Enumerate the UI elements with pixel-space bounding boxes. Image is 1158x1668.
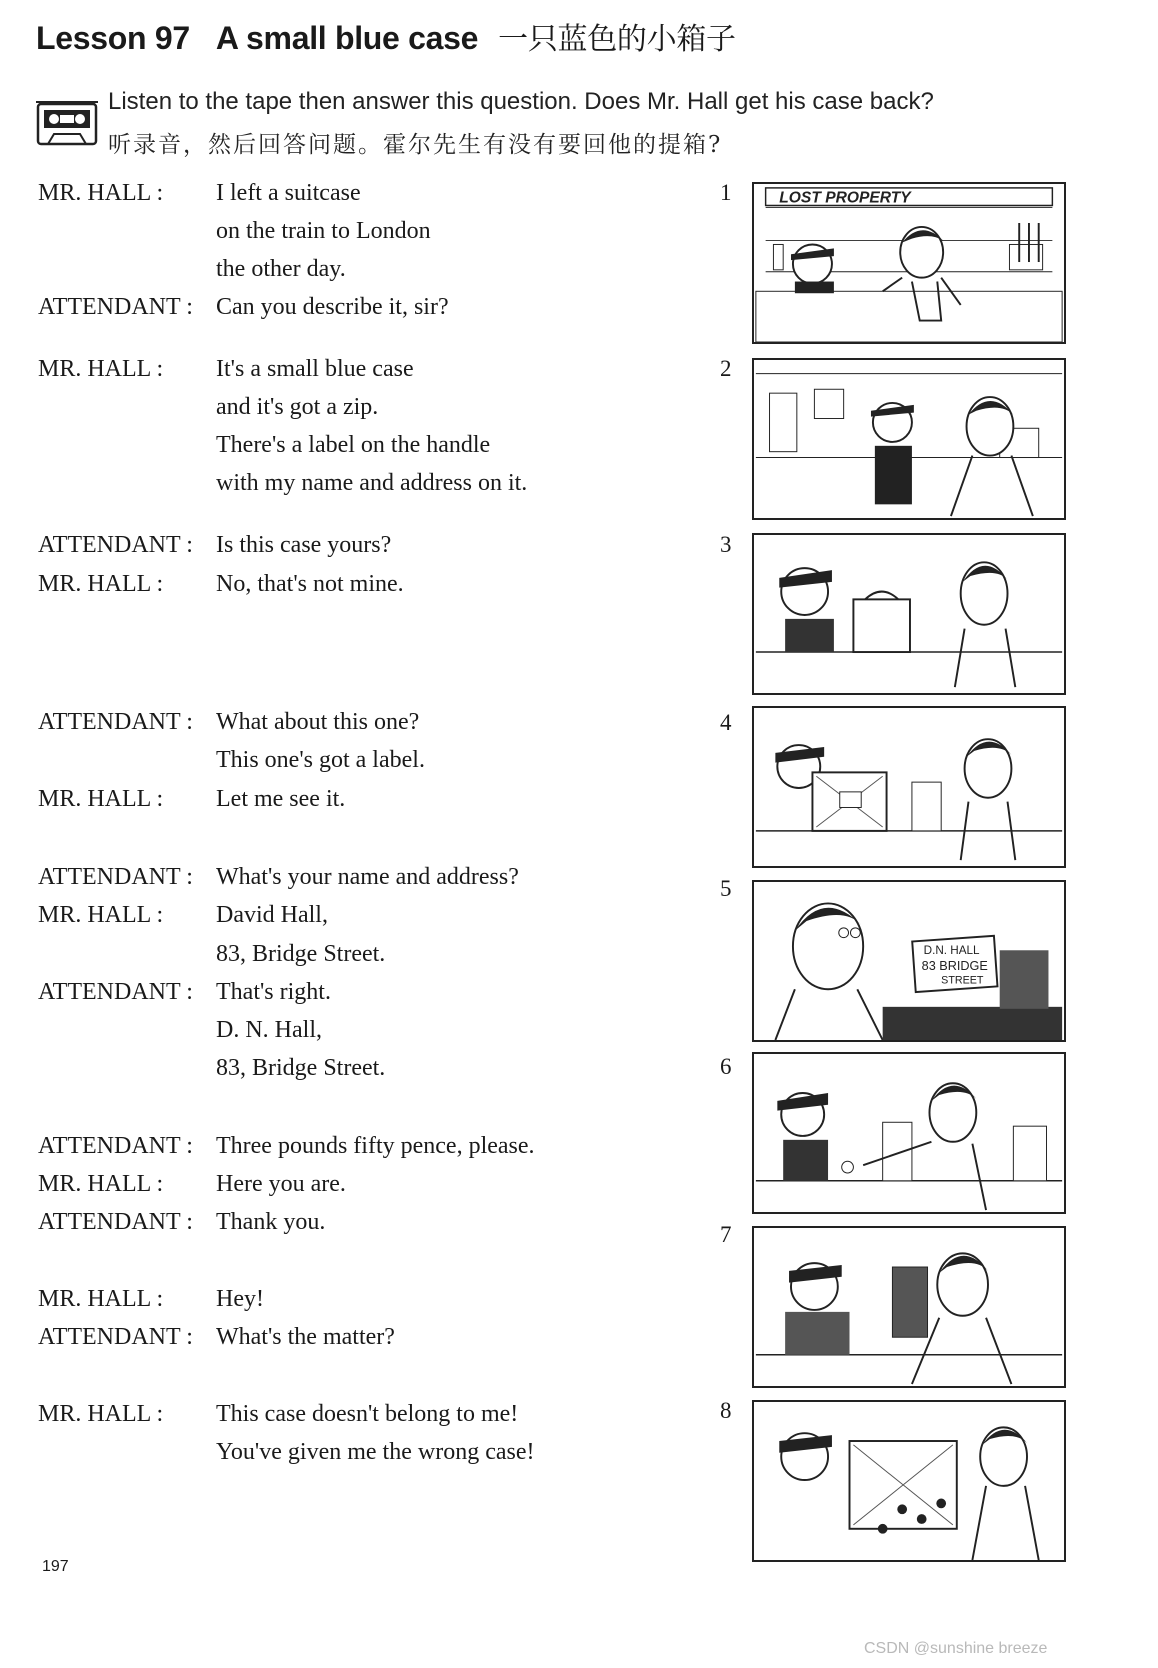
dialogue-line: I left a suitcase xyxy=(216,180,361,206)
dialogue-line: D. N. Hall, xyxy=(216,1017,322,1043)
dialogue-line: There's a label on the handle xyxy=(216,432,491,458)
dialogue-line: Hey! xyxy=(216,1286,264,1312)
lost-property-illustration xyxy=(754,184,1064,342)
case-with-label-illustration xyxy=(754,708,1064,866)
dialogue-line: What's your name and address? xyxy=(216,864,519,890)
dialogue-line: Here you are. xyxy=(216,1171,346,1197)
speaker-label: ATTENDANT : xyxy=(38,1209,193,1235)
dialogue-line: on the train to London xyxy=(216,218,431,244)
speaker-label: MR. HALL : xyxy=(38,1171,164,1197)
dialogue-line: What about this one? xyxy=(216,709,420,735)
lesson-title-cn: 一只蓝色的小箱子 xyxy=(498,22,736,57)
speaker-label: ATTENDANT : xyxy=(38,532,193,558)
comic-panel-4 xyxy=(752,706,1066,868)
dialogue-line: This case doesn't belong to me! xyxy=(216,1401,519,1427)
hey-illustration xyxy=(754,1228,1064,1386)
panel-number: 7 xyxy=(720,1222,732,1247)
panel-number: 6 xyxy=(720,1054,732,1079)
speaker-label: ATTENDANT : xyxy=(38,709,193,735)
speaker-label: MR. HALL : xyxy=(38,1286,164,1312)
dialogue-line: 83, Bridge Street. xyxy=(216,941,386,967)
speaker-label: ATTENDANT : xyxy=(38,1324,193,1350)
dialogue-line: You've given me the wrong case! xyxy=(216,1439,535,1465)
address-label-illustration xyxy=(754,882,1064,1040)
dialogue-line: Is this case yours? xyxy=(216,532,392,558)
lesson-number: Lesson 97 xyxy=(36,20,190,56)
lesson-title xyxy=(36,14,736,58)
speaker-label: ATTENDANT : xyxy=(38,979,193,1005)
speaker-label: MR. HALL : xyxy=(38,786,164,812)
wrong-case-illustration xyxy=(754,535,1064,693)
page-number: 197 xyxy=(42,1558,69,1575)
dialogue-line: This one's got a label. xyxy=(216,747,425,773)
panel-number: 1 xyxy=(720,180,732,205)
speaker-label: MR. HALL : xyxy=(38,571,164,597)
label-street-suffix-text: STREET xyxy=(941,974,984,987)
dialogue-line: with my name and address on it. xyxy=(216,470,528,496)
payment-illustration xyxy=(754,1054,1064,1212)
comic-panel-2 xyxy=(752,358,1066,520)
speaker-label: MR. HALL : xyxy=(38,902,164,928)
panel-number: 4 xyxy=(720,710,732,735)
label-name-text: D.N. HALL xyxy=(923,944,980,958)
dialogue-line: What's the matter? xyxy=(216,1324,395,1350)
speaker-label: MR. HALL : xyxy=(38,180,164,206)
watermark: CSDN @sunshine breeze xyxy=(864,1640,1048,1657)
comic-panel-7 xyxy=(752,1226,1066,1388)
dialogue-line: David Hall, xyxy=(216,902,328,928)
cassette-tape-icon xyxy=(36,100,98,148)
comic-panel-5 xyxy=(752,880,1066,1042)
speaker-label: MR. HALL : xyxy=(38,1401,164,1427)
panel-number: 8 xyxy=(720,1398,732,1423)
dialogue-line: Thank you. xyxy=(216,1209,326,1235)
speaker-label: MR. HALL : xyxy=(38,356,164,382)
lesson-title-en: A small blue case xyxy=(215,20,479,56)
instruction-english: Listen to the tape then answer this question. Does Mr. Hall get his case back? xyxy=(108,88,934,115)
dialogue-line: That's right. xyxy=(216,979,331,1005)
comic-panel-6 xyxy=(752,1052,1066,1214)
wrong-contents-illustration xyxy=(754,1402,1064,1560)
dialogue-line: Can you describe it, sir? xyxy=(216,294,449,320)
speaker-label: ATTENDANT : xyxy=(38,294,193,320)
panel-number: 5 xyxy=(720,876,732,901)
comic-panel-1 xyxy=(752,182,1066,344)
dialogue-line: the other day. xyxy=(216,256,346,282)
dialogue-line: and it's got a zip. xyxy=(216,394,379,420)
speaker-label: ATTENDANT : xyxy=(38,1133,193,1159)
panel-number: 3 xyxy=(720,532,732,557)
dialogue-line: Three pounds fifty pence, please. xyxy=(216,1133,535,1159)
speaker-label: ATTENDANT : xyxy=(38,864,193,890)
instruction-chinese: 听录音，然后回答问题。霍尔先生有没有要回他的提箱? xyxy=(108,132,723,158)
comic-panel-8 xyxy=(752,1400,1066,1562)
lost-property-sign: LOST PROPERTY xyxy=(779,189,911,207)
dialogue-line: Let me see it. xyxy=(216,786,346,812)
dialogue-line: It's a small blue case xyxy=(216,356,414,382)
label-street-text: 83 BRIDGE xyxy=(921,958,988,973)
dialogue-line: No, that's not mine. xyxy=(216,571,404,597)
describing-case-illustration xyxy=(754,360,1064,518)
panel-number: 2 xyxy=(720,356,732,381)
dialogue-line: 83, Bridge Street. xyxy=(216,1055,386,1081)
comic-panel-3 xyxy=(752,533,1066,695)
